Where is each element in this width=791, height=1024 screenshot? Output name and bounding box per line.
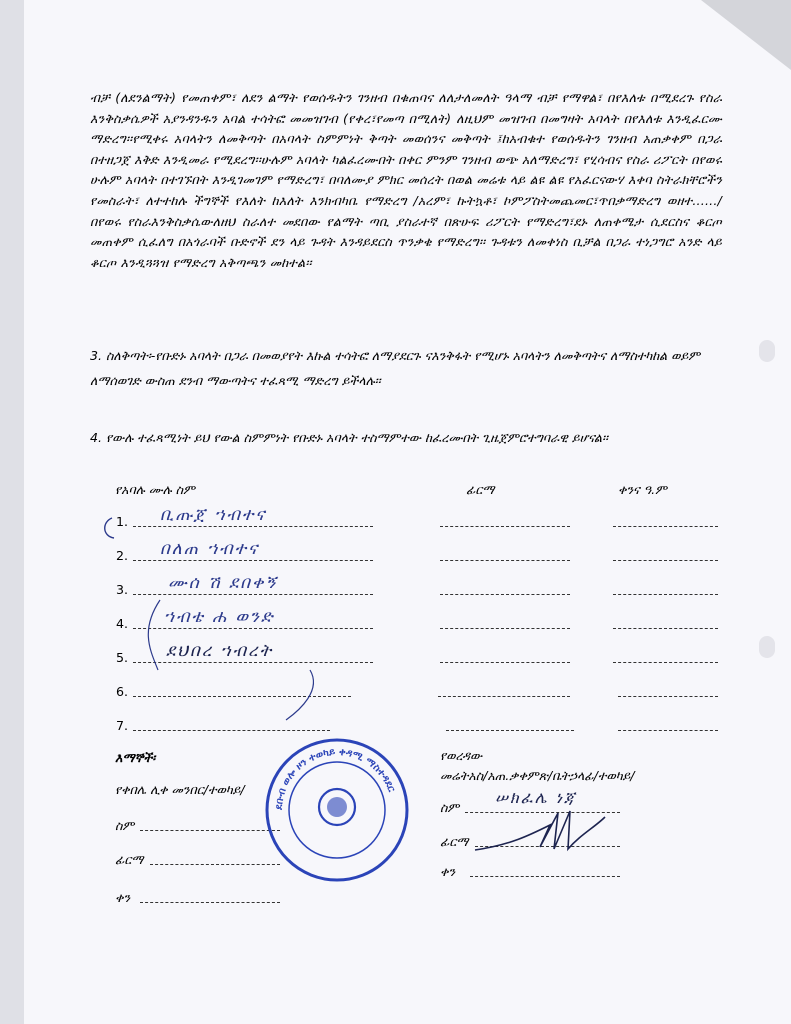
- approver-signature-scribble: [470, 805, 610, 860]
- witness-name-label: ስም: [115, 818, 135, 833]
- paragraph-validity: 4. የውሉ ተፈጻሚነት ይህ የውል ስምምነት የቡድኑ አባላት ተስማምተው ከፈረሙበት ጊዜጀምሮተግባራዊ ይሆናል፡፡: [90, 430, 608, 445]
- approver-name-handwritten: ሠክፈሌ ነጃ: [495, 788, 577, 807]
- row-number: 7.: [116, 718, 129, 733]
- name-line: [133, 730, 330, 731]
- row-number: 3.: [116, 582, 129, 597]
- member-signature-name: ሙሰ ሽ ደበቀኝ: [168, 573, 278, 593]
- witness-date-label: ቀን: [115, 890, 131, 905]
- witness-name-line: [140, 830, 280, 831]
- row-number: 5.: [116, 650, 129, 665]
- approver-title: የወረዳው: [440, 748, 483, 763]
- member-signature-name: ደህበረ ኀብረት: [166, 641, 274, 661]
- signature-line: [440, 628, 570, 629]
- header-member-name: የአባሉ ሙሉ ስም: [115, 482, 195, 497]
- member-list-scribble: [100, 510, 340, 730]
- stamp-text: ደቡብ ወሎ ዞን ተወካይ ቀዳሚ ማስተዳደር: [273, 746, 397, 811]
- paragraph-duties: ብቻ (ለደንልማት) የመጠቀም፣ ለደን ልማት የወሰዱትን ገንዘብ በቁጠባና ለለታለመለት ዓላማ ብቻ የማዋል፣ በየእለቱ በሚደረጉ የስራ እንቅስቃሴዎች አያንዳንዱን አባል ተሳትፎ መመዝገብ (የቀረ፣የመጣ በሚለት) ለዚህም መዝገብ በመግዛት አባላት በየእለቱ እንዲፈርሙ ማድረግ፡፡የሚቀሩ አባላትን ለመቅጣት በአባላት ስምምነት ቅጣት መወሰንና መቅጣት ፤ከአብቁተ የወሰዱትን ገንዘብ አጠቃቀም በጋራ በተዘጋጀ እቅድ እንዲመራ የሚደረግ፡፡ሁሉም አባላት ካልፈረሙበት በቀር ምንም ገንዘብ ወጭ አለማድረግ፣ የሂሳብና የስራ ሪፖርት በየወሩ ሁሉም አባላት በተገኙበት እንዲገመገም የማድረግ፣ በባለሙያ ምክር መሰረት በወል መሬቱ ላይ ልዩ ልዩ የአፈርናውሃ እቀባ ስትራክቸሮችን የመስራት፣ ለተተከሉ ችግኞች የእለት ከእለት እንክብካቤ የማድረግ /አረም፣ ኩትኳቶ፣ ኮምፖስትመጨመር፣ጥበቃማድረግ ወዘተ....../ በየወሩ የስራእንቅስቃሴውለዘህ ስራለተ መደበው የልማት ጣቢ ያስራተኛ በጽሁፍ ሪፖርት የማድረግ፣ደኑ ለጠቀሜታ ሲደርስና ቆርጦ መጠቀም ሲፈለግ በአጎራባች ቡድኖች ደን ላይ ጉዳት እንዳይደርስ ጥንቃቄ የማድረግ፡፡ ጉዳቱን ለመቀነስ ቢቻል በጋራ ተነጋግሮ አንድ ላይ ቆርጦ እንዲጓጓዝ የማድረግ አቅጣጫን መከተል፡፡: [90, 90, 722, 270]
- punch-hole-top: [759, 340, 775, 362]
- date-line: [613, 560, 718, 561]
- row-number: 2.: [116, 548, 129, 563]
- approver-date-line: [470, 876, 620, 877]
- approver-sign-label: ፊርማ: [440, 834, 469, 849]
- signature-line: [446, 730, 574, 731]
- signature-line: [440, 526, 570, 527]
- agreement-paragraph: [90, 88, 722, 273]
- witness-sign-label: ፊርማ: [115, 852, 144, 867]
- folded-corner: [701, 0, 791, 70]
- date-line: [613, 662, 718, 663]
- official-stamp: [262, 735, 412, 885]
- member-signature-name: ቢጡጀ ኀብተና: [160, 505, 267, 525]
- signature-line: [440, 594, 570, 595]
- witness-sign-line: [150, 864, 280, 865]
- paragraph-penalty: 3. ስለቅጣት፡-የቡድኑ አባላት በጋራ በመወያየት እኩል ተሳትፎ ለማያደርጉ ናእንቅፋት የሚሆኑ አባላትን ለመቅጣትና ለማስተካከል ወይም ለማሰወገድ ውስጠ ደንብ ማውጣትና ተፈጻሚ ማድረግ ይችላሉ፡፡: [90, 348, 701, 388]
- date-line: [613, 628, 718, 629]
- signature-line: [440, 560, 570, 561]
- row-number: 6.: [116, 684, 129, 699]
- header-signature: ፊርማ: [466, 482, 495, 497]
- punch-hole-bottom: [759, 636, 775, 658]
- row-number: 4.: [116, 616, 129, 631]
- witnesses-title: እማኞች፡: [115, 750, 156, 765]
- approver-office: መሬትአስ/አጠ.ቃቀምጽ/ቤትኃላፊ/ተወካይ/: [440, 768, 635, 783]
- signature-line: [440, 662, 570, 663]
- approver-name-label: ስም: [440, 800, 460, 815]
- member-signature-name: በለጠ ኀብተና: [160, 539, 260, 559]
- row-number: 1.: [116, 514, 129, 529]
- date-line: [613, 526, 718, 527]
- date-line: [618, 730, 718, 731]
- date-line: [613, 594, 718, 595]
- member-signature-name: ኀብቴ ሐ ወንድ: [164, 607, 275, 627]
- date-line: [618, 696, 718, 697]
- witness-date-line: [140, 902, 280, 903]
- approver-date-label: ቀን: [440, 864, 456, 879]
- header-date: ቀንና ዓ.ም: [618, 482, 667, 497]
- chairman-label: የቀበሌ ሊቀ መንበር/ተወካይ/: [115, 782, 245, 797]
- signature-line: [438, 696, 570, 697]
